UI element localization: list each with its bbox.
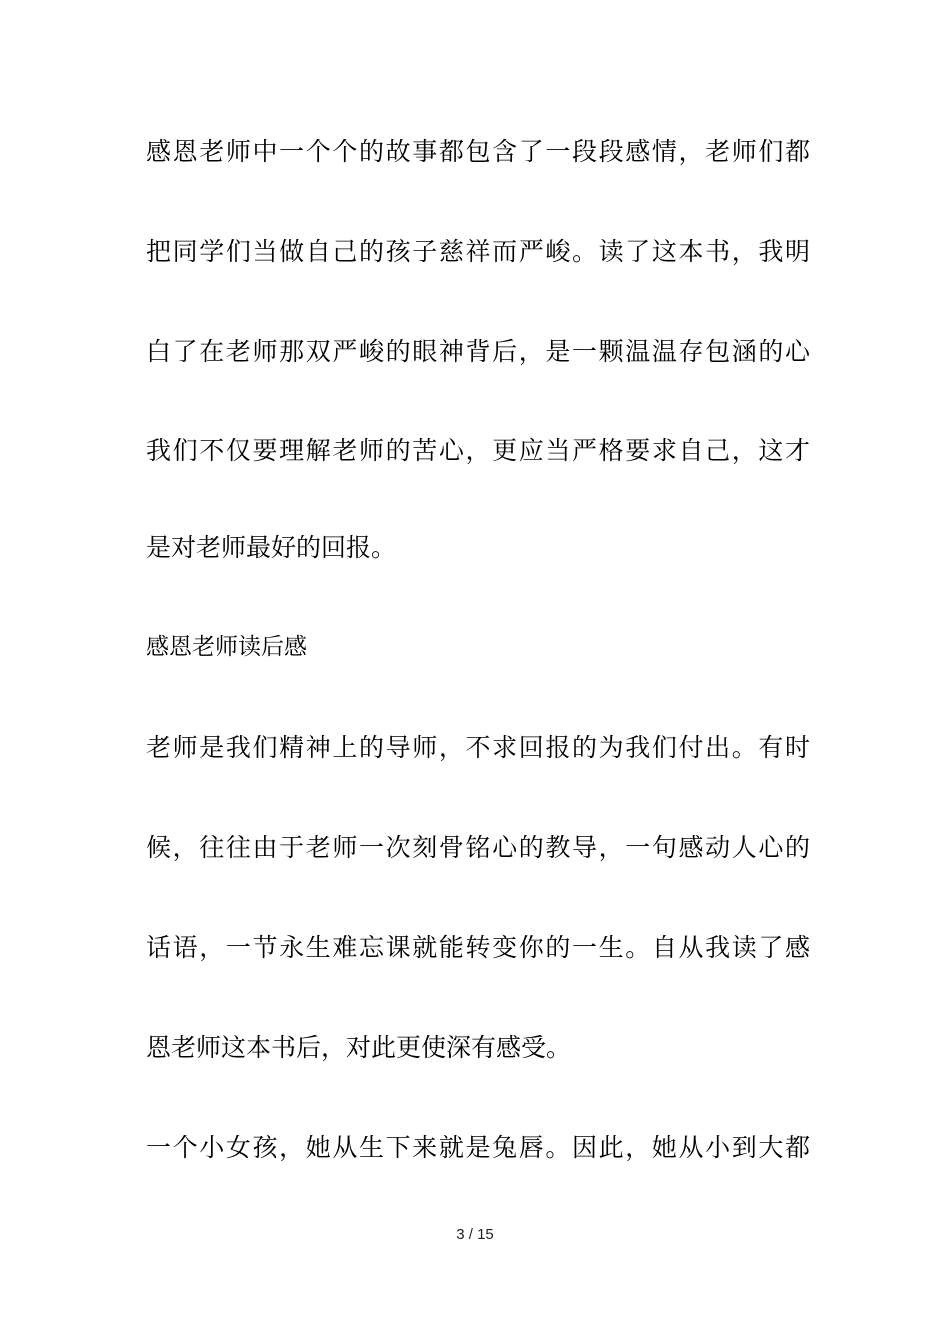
body-text-line: 感恩老师中一个个的故事都包含了一段段感情，老师们都 [146, 137, 810, 166]
body-text-line: 老师是我们精神上的导师，不求回报的为我们付出。有时 [146, 733, 810, 762]
body-text-line: 话语，一节永生难忘课就能转变你的一生。自从我读了感 [146, 933, 810, 962]
body-text-line: 候，往往由于老师一次刻骨铭心的教导，一句感动人心的 [146, 833, 810, 862]
body-text-line: 白了在老师那双严峻的眼神背后，是一颗温温存包涵的心 [146, 337, 810, 366]
body-text-line: 是对老师最好的回报。 [146, 533, 397, 562]
body-text-line: 我们不仅要理解老师的苦心，更应当严格要求自己，这才 [146, 436, 810, 465]
body-text-line: 一个小女孩，她从生下来就是兔唇。因此，她从小到大都 [146, 1133, 810, 1162]
section-heading: 感恩老师读后感 [146, 634, 307, 660]
body-text-line: 把同学们当做自己的孩子慈祥而严峻。读了这本书，我明 [146, 237, 810, 266]
body-text-line: 恩老师这本书后，对此更使深有感受。 [146, 1033, 572, 1062]
page-number: 3 / 15 [456, 1226, 494, 1243]
